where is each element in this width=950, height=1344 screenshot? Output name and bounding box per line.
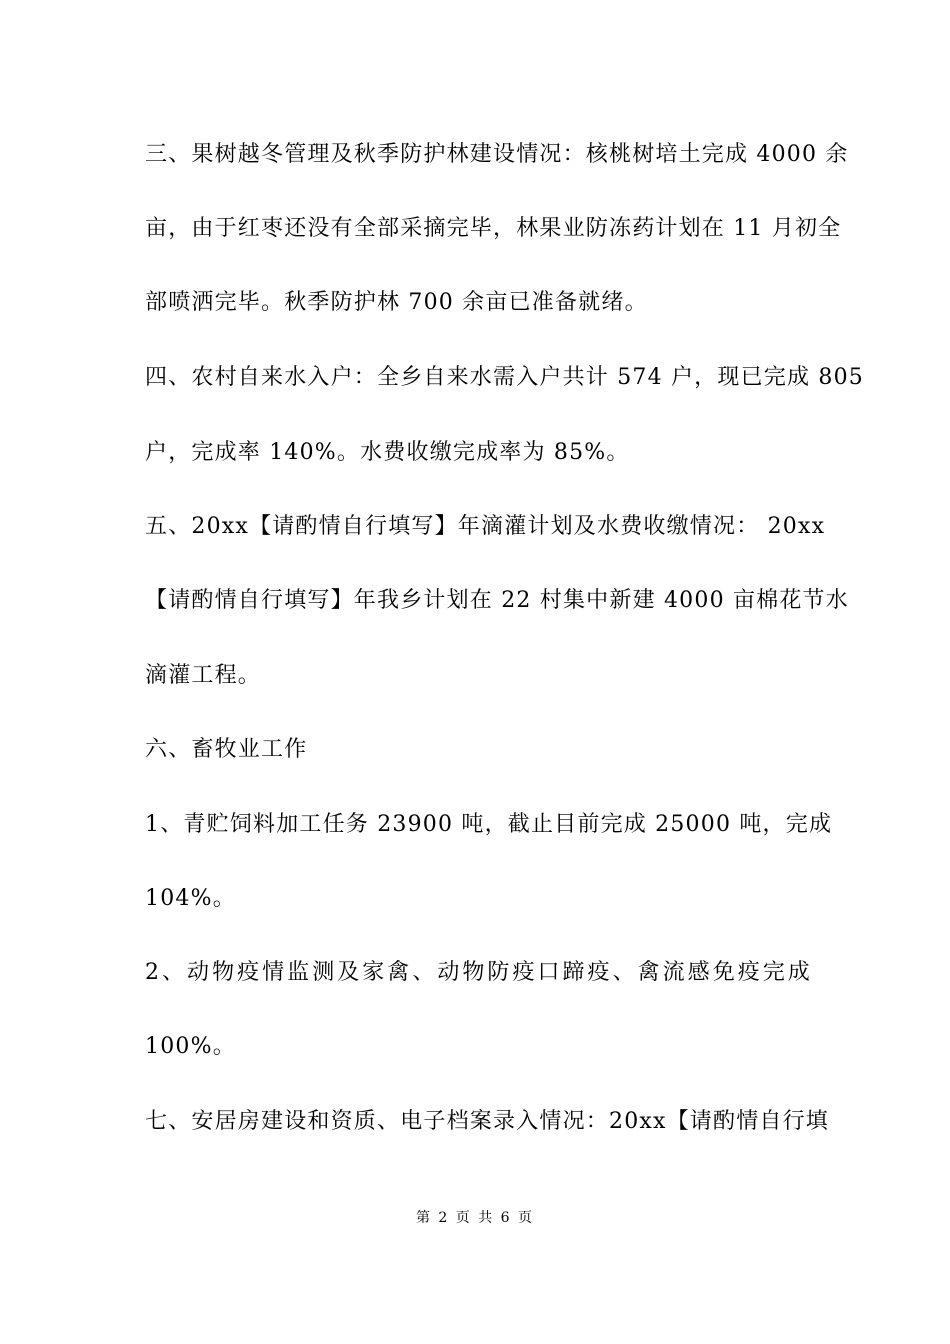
paragraph-7-line-1: 七、安居房建设和资质、电子档案录入情况：20xx【请酌情自行填 (145, 1109, 830, 1134)
item-2-line-2: 100%。 (145, 1034, 236, 1059)
paragraph-3-line-1: 三、果树越冬管理及秋季防护林建设情况：核桃树培土完成 4000 余 (145, 142, 849, 167)
paragraph-3-line-2: 亩，由于红枣还没有全部采摘完毕，林果业防冻药计划在 11 月初全 (145, 216, 842, 241)
item-1-line-1: 1、青贮饲料加工任务 23900 吨，截止目前完成 25000 吨，完成 (145, 812, 833, 837)
paragraph-5-line-2: 【请酌情自行填写】年我乡计划在 22 村集中新建 4000 亩棉花节水 (145, 588, 849, 613)
section-6-heading: 六、畜牧业工作 (145, 737, 308, 762)
paragraph-3-line-3: 部喷洒完毕。秋季防护林 700 余亩已准备就绪。 (145, 290, 648, 315)
paragraph-5-line-1: 五、20xx【请酌情自行填写】年滴灌计划及水费收缴情况： 20xx (145, 514, 826, 539)
paragraph-4-line-1: 四、农村自来水入户：全乡自来水需入户共计 574 户，现已完成 805 (145, 365, 864, 390)
paragraph-5-line-3: 滴灌工程。 (145, 663, 262, 688)
paragraph-4-line-2: 户，完成率 140%。水费收缴完成率为 85%。 (145, 440, 630, 465)
item-2-line-1: 2、动物疫情监测及家禽、动物防疫口蹄疫、禽流感免疫完成 (145, 960, 811, 985)
item-1-line-2: 104%。 (145, 886, 236, 911)
page-number-footer: 第 2 页 共 6 页 (415, 1210, 535, 1226)
